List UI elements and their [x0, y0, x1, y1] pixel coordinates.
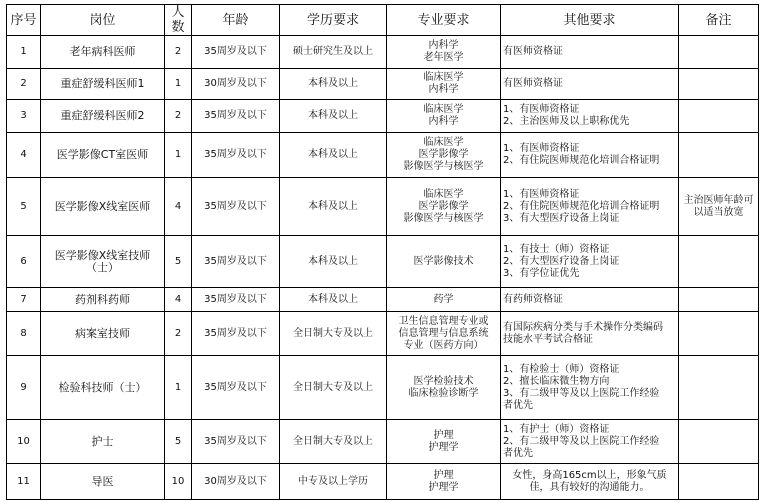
- cell-no: 11: [7, 464, 41, 500]
- cell-age: 35周岁及以下: [192, 236, 280, 288]
- cell-count: 5: [165, 420, 192, 464]
- cell-no: 4: [7, 133, 41, 178]
- header-row: [7, 5, 759, 36]
- cell-position: 老年病科医师: [41, 36, 165, 69]
- cell-other: 1、有医师资格证 2、有住院医师规范化培训合格证明: [501, 133, 679, 178]
- cell-note: [679, 69, 759, 100]
- cell-count: 10: [165, 464, 192, 500]
- cell-age: 35周岁及以下: [192, 356, 280, 420]
- cell-other: 1、有护士（师）资格证 2、有二级甲等及以上医院工作经验 者优先: [501, 420, 679, 464]
- cell-other: 1、有医师资格证 2、有住院医师规范化培训合格证明 3、有大型医疗设备上岗证: [501, 178, 679, 236]
- cell-major: 临床医学 医学影像学 影像医学与核医学: [387, 133, 501, 178]
- cell-count: 2: [165, 312, 192, 356]
- header-major: 专业要求: [387, 5, 501, 36]
- cell-position: 医学影像X线室技师 （士）: [41, 236, 165, 288]
- cell-education: 本科及以上: [280, 178, 387, 236]
- cell-age: 35周岁及以下: [192, 178, 280, 236]
- cell-no: 6: [7, 236, 41, 288]
- cell-note: [679, 312, 759, 356]
- cell-education: 本科及以上: [280, 236, 387, 288]
- cell-age: 35周岁及以下: [192, 288, 280, 312]
- cell-major: 临床医学 内科学: [387, 100, 501, 133]
- header-age: 年龄: [192, 5, 280, 36]
- header-education: 学历要求: [280, 5, 387, 36]
- cell-position: 检验科技师（士）: [41, 356, 165, 420]
- cell-position: 重症舒缓科医师2: [41, 100, 165, 133]
- cell-note: [679, 36, 759, 69]
- header-other: 其他要求: [501, 5, 679, 36]
- cell-age: 35周岁及以下: [192, 420, 280, 464]
- cell-education: 本科及以上: [280, 133, 387, 178]
- cell-education: 本科及以上: [280, 100, 387, 133]
- cell-position: 病案室技师: [41, 312, 165, 356]
- cell-no: 1: [7, 36, 41, 69]
- cell-other: 1、有检验士（师）资格证 2、擅长临床微生物方向 3、有二级甲等及以上医院工作经验 者优先: [501, 356, 679, 420]
- cell-major: 药学: [387, 288, 501, 312]
- cell-count: 1: [165, 133, 192, 178]
- cell-other: 1、有医师资格证 2、主治医师及以上职称优先: [501, 100, 679, 133]
- cell-note: 主治医师年龄可 以适当放宽: [679, 178, 759, 236]
- cell-major: 医学检验技术 临床检验诊断学: [387, 356, 501, 420]
- table-row: [7, 420, 759, 464]
- table-row: [7, 312, 759, 356]
- cell-position: 医学影像X线室医师: [41, 178, 165, 236]
- cell-no: 7: [7, 288, 41, 312]
- header-no: 序号: [7, 5, 41, 36]
- table-row: [7, 288, 759, 312]
- cell-major: 内科学 老年医学: [387, 36, 501, 69]
- cell-education: 硕士研究生及以上: [280, 36, 387, 69]
- cell-position: 药剂科药师: [41, 288, 165, 312]
- cell-no: 5: [7, 178, 41, 236]
- cell-major: 临床医学 内科学: [387, 69, 501, 100]
- cell-no: 3: [7, 100, 41, 133]
- cell-education: 中专及以上学历: [280, 464, 387, 500]
- header-note: 备注: [679, 5, 759, 36]
- table-row: [7, 69, 759, 100]
- table-row: [7, 36, 759, 69]
- cell-position: 护士: [41, 420, 165, 464]
- cell-count: 1: [165, 69, 192, 100]
- cell-major: 卫生信息管理专业或 信息管理与信息系统 专业（医药方向）: [387, 312, 501, 356]
- cell-no: 2: [7, 69, 41, 100]
- cell-major: 护理 护理学: [387, 420, 501, 464]
- cell-count: 1: [165, 356, 192, 420]
- table-row: [7, 236, 759, 288]
- cell-note: [679, 133, 759, 178]
- cell-age: 35周岁及以下: [192, 312, 280, 356]
- cell-major: 护理 护理学: [387, 464, 501, 500]
- cell-note: [679, 464, 759, 500]
- cell-count: 2: [165, 36, 192, 69]
- cell-no: 9: [7, 356, 41, 420]
- cell-no: 10: [7, 420, 41, 464]
- cell-age: 35周岁及以下: [192, 36, 280, 69]
- header-position: 岗位: [41, 5, 165, 36]
- cell-count: 2: [165, 100, 192, 133]
- cell-education: 本科及以上: [280, 69, 387, 100]
- cell-age: 30周岁及以下: [192, 69, 280, 100]
- table-row: [7, 178, 759, 236]
- cell-other: 有医师资格证: [501, 69, 679, 100]
- cell-education: 全日制大专及以上: [280, 420, 387, 464]
- cell-no: 8: [7, 312, 41, 356]
- cell-education: 全日制大专及以上: [280, 356, 387, 420]
- cell-major: 临床医学 医学影像学 影像医学与核医学: [387, 178, 501, 236]
- cell-note: [679, 100, 759, 133]
- cell-note: [679, 420, 759, 464]
- cell-age: 30周岁及以下: [192, 464, 280, 500]
- cell-other: 女性，身高165cm以上，形象气质 佳，具有较好的沟通能力。: [501, 464, 679, 500]
- cell-count: 4: [165, 288, 192, 312]
- cell-count: 4: [165, 178, 192, 236]
- cell-note: [679, 356, 759, 420]
- table-row: [7, 464, 759, 500]
- recruitment-table: [6, 4, 759, 500]
- cell-note: [679, 288, 759, 312]
- cell-age: 35周岁及以下: [192, 133, 280, 178]
- table-row: [7, 356, 759, 420]
- table-row: [7, 133, 759, 178]
- cell-other: 有国际疾病分类与手术操作分类编码 技能水平考试合格证: [501, 312, 679, 356]
- cell-education: 本科及以上: [280, 288, 387, 312]
- cell-age: 35周岁及以下: [192, 100, 280, 133]
- cell-education: 全日制大专及以上: [280, 312, 387, 356]
- table-row: [7, 100, 759, 133]
- cell-position: 导医: [41, 464, 165, 500]
- cell-major: 医学影像技术: [387, 236, 501, 288]
- cell-other: 有药师资格证: [501, 288, 679, 312]
- cell-note: [679, 236, 759, 288]
- cell-other: 有医师资格证: [501, 36, 679, 69]
- cell-position: 医学影像CT室医师: [41, 133, 165, 178]
- header-count: 人数: [165, 5, 192, 36]
- cell-count: 5: [165, 236, 192, 288]
- cell-position: 重症舒缓科医师1: [41, 69, 165, 100]
- cell-other: 1、有技士（师）资格证 2、有大型医疗设备上岗证 3、有学位证优先: [501, 236, 679, 288]
